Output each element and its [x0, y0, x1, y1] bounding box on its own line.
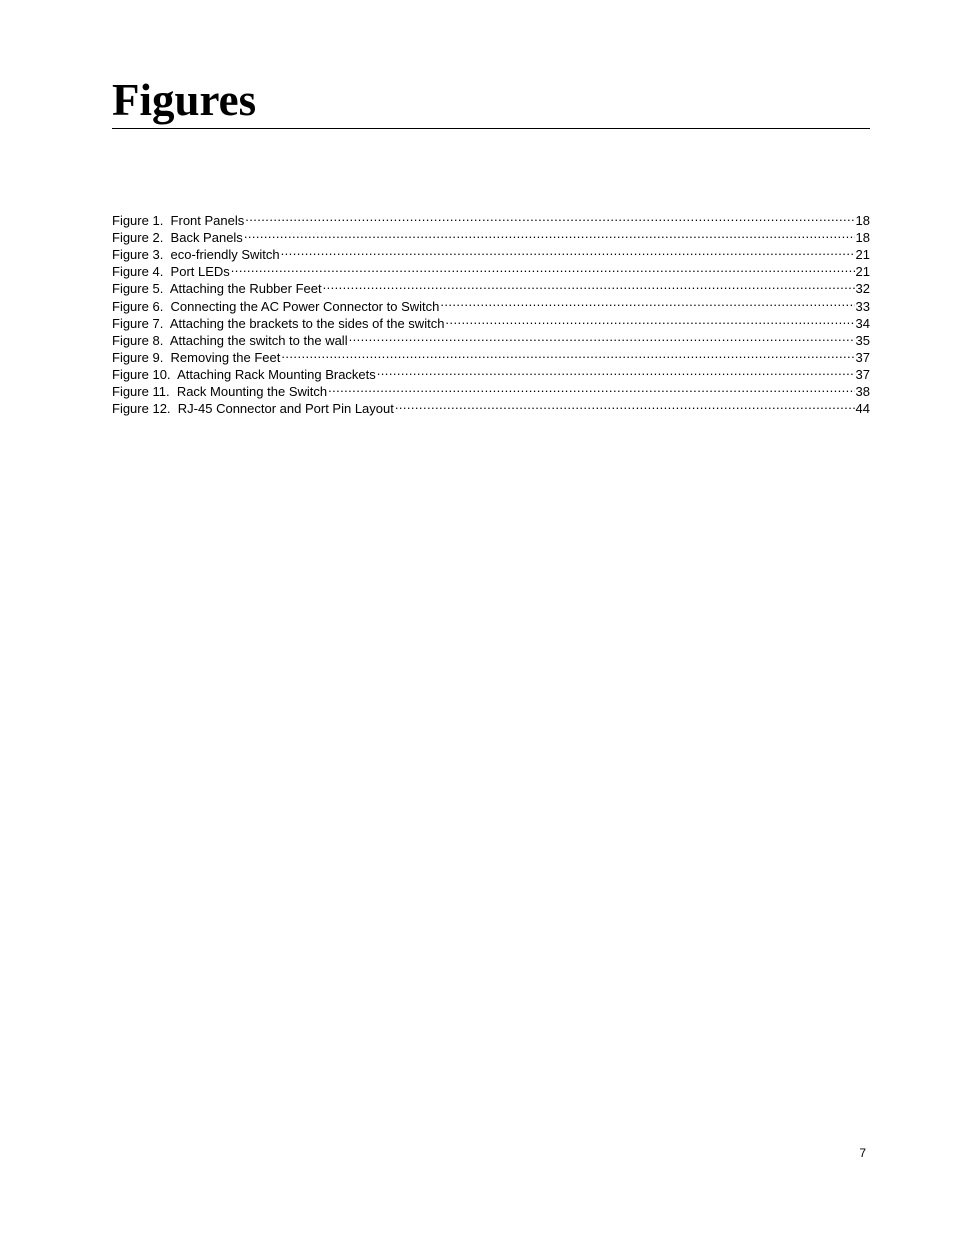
figure-entry[interactable] [112, 208, 870, 229]
dot-leader [440, 293, 854, 310]
dot-leader [445, 311, 854, 328]
dot-leader [349, 328, 855, 345]
page-title: Figures [112, 75, 257, 125]
figure-entry-label [112, 229, 243, 246]
figure-page-number: 37 [855, 349, 870, 365]
figure-title: Attaching the brackets to the sides of the switch [169, 315, 445, 331]
dot-leader [281, 242, 855, 259]
figure-number: Figure 7. [112, 315, 164, 331]
figure-page-number: 32 [855, 281, 870, 297]
dot-leader [377, 362, 855, 379]
figure-page-number: 18 [855, 230, 870, 246]
page-number: 7 [859, 1146, 866, 1160]
figure-page-number: 38 [855, 384, 870, 400]
figure-list [112, 208, 870, 417]
figure-title: Port LEDs [170, 264, 230, 280]
figure-number: Figure 12. [112, 401, 171, 417]
figure-number: Figure 8. [112, 332, 164, 348]
figure-page-number: 37 [855, 366, 870, 382]
figure-number: Figure 3. [112, 247, 164, 263]
dot-leader [395, 396, 855, 413]
figure-title: Removing the Feet [170, 349, 281, 365]
figure-page-number: 44 [855, 401, 870, 417]
figure-page-number: 21 [855, 264, 870, 280]
figure-number: Figure 6. [112, 298, 164, 314]
figure-entry-label [112, 383, 327, 400]
figure-page-number: 34 [855, 315, 870, 331]
figure-title: Attaching the switch to the wall [169, 332, 348, 348]
figure-title: Rack Mounting the Switch [176, 384, 328, 400]
figure-number: Figure 1. [112, 213, 164, 229]
figure-number: Figure 11. [112, 384, 170, 400]
figure-page-number: 21 [855, 247, 870, 263]
figure-entry-label [112, 400, 394, 417]
dot-leader [328, 379, 854, 396]
figure-page-number: 35 [855, 332, 870, 348]
figure-entry-label [112, 263, 230, 280]
figure-entry-label [112, 298, 439, 315]
figure-page-number: 18 [855, 213, 870, 229]
figure-entry-label [112, 280, 322, 297]
figure-title: eco-friendly Switch [170, 247, 280, 263]
figure-number: Figure 2. [112, 230, 164, 246]
figure-title: Attaching the Rubber Feet [169, 281, 322, 297]
figure-title: Front Panels [170, 213, 245, 229]
title-divider [112, 128, 870, 129]
figure-title: Attaching Rack Mounting Brackets [177, 366, 376, 382]
figure-entry-label [112, 212, 244, 229]
dot-leader [244, 225, 855, 242]
figure-page-number: 33 [855, 298, 870, 314]
figure-title: Connecting the AC Power Connector to Switch [170, 298, 440, 314]
figure-title: Back Panels [170, 230, 243, 246]
figure-title: RJ-45 Connector and Port Pin Layout [177, 401, 394, 417]
dot-leader [323, 276, 855, 293]
dot-leader [245, 208, 854, 225]
figure-number: Figure 9. [112, 349, 164, 365]
figure-number: Figure 5. [112, 281, 164, 297]
figure-number: Figure 4. [112, 264, 164, 280]
figure-number: Figure 10. [112, 366, 171, 382]
dot-leader [231, 259, 855, 276]
figure-entry-label [112, 349, 280, 366]
dot-leader [281, 345, 854, 362]
